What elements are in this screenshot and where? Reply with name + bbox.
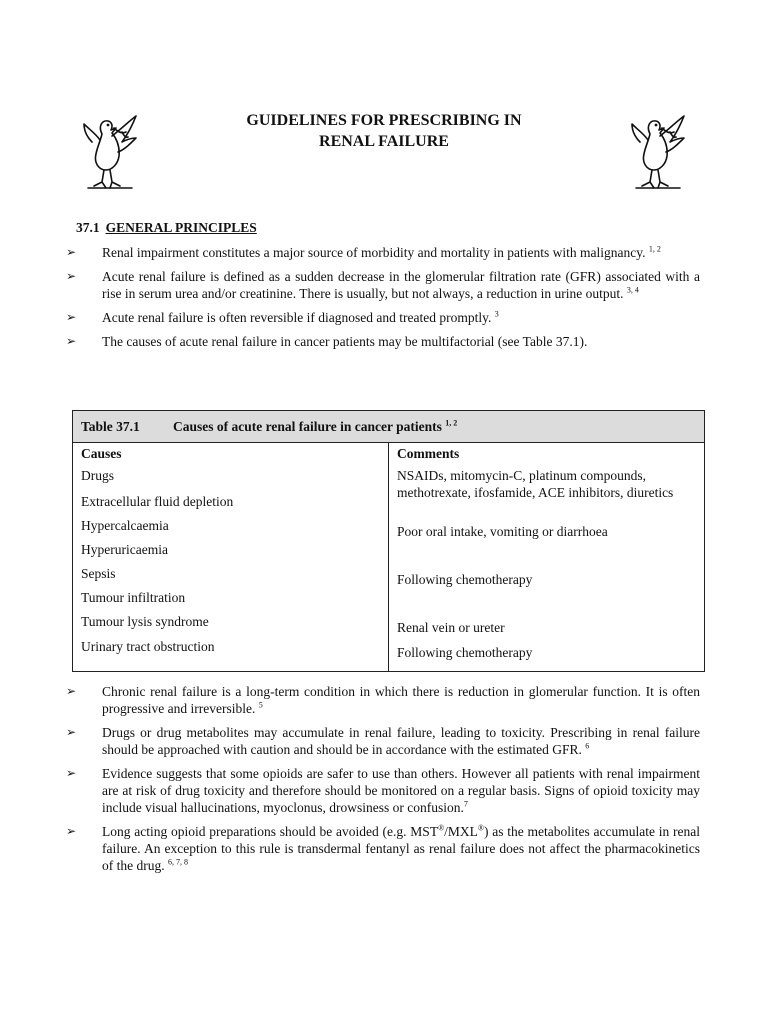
section-heading bbox=[76, 220, 257, 236]
table-cell: Tumour lysis syndrome bbox=[81, 614, 209, 629]
table-cell: Renal vein or ureter bbox=[397, 620, 505, 635]
list-item: ➢ Chronic renal failure is a long-term condition in which there is reduction in glomerular function. It is often progressive and irreversible. $^5$ bbox=[66, 684, 700, 716]
table-cell: Poor oral intake, vomiting or diarrhoea bbox=[397, 524, 608, 539]
section-number: 37.1 bbox=[76, 220, 100, 235]
list-item: ➢ Acute renal failure is defined as a sudden decrease in the glomerular filtration rate (GFR) associated with a rise in serum urea and/or creatinine. There is usually, but not always, a reduction in urine output. $^{3, 4}$ bbox=[66, 269, 700, 301]
table-cell: Hyperuricaemia bbox=[81, 542, 168, 557]
list-item: ➢ The causes of acute renal failure in cancer patients may be multifactorial (see Table 37.1). bbox=[66, 334, 588, 349]
table-number: Table 37.1 bbox=[81, 419, 140, 434]
bullet-arrow-icon: ➢ bbox=[66, 310, 77, 324]
table-cell: Extracellular fluid depletion bbox=[81, 494, 234, 509]
table-cell: Urinary tract obstruction bbox=[81, 639, 215, 654]
section-title: GENERAL PRINCIPLES bbox=[105, 220, 257, 235]
bullet-arrow-icon: ➢ bbox=[66, 245, 77, 259]
list-item: ➢ Renal impairment constitutes a major source of morbidity and mortality in patients with malignancy. $^{1, 2}$ bbox=[66, 244, 661, 260]
table-cell: NSAIDs, mitomycin-C, platinum compounds, methotrexate, ifosfamide, ACE inhibitors, diuretics bbox=[397, 468, 674, 500]
list-item: ➢ Acute renal failure is often reversible if diagnosed and treated promptly. $^3$ bbox=[66, 309, 499, 325]
list-item: ➢ Drugs or drug metabolites may accumulate in renal failure, leading to toxicity. Prescribing in renal failure should be approached with caution and should be in accordance with the estimated GFR. $^6$ bbox=[66, 725, 700, 757]
column-header-causes: Causes bbox=[81, 446, 122, 461]
document-title bbox=[0, 110, 768, 152]
table-cell: Tumour infiltration bbox=[81, 590, 186, 605]
bullet-arrow-icon: ➢ bbox=[66, 766, 77, 780]
bullet-arrow-icon: ➢ bbox=[66, 725, 77, 739]
causes-column bbox=[73, 443, 389, 671]
table-cell: Sepsis bbox=[81, 566, 116, 581]
comments-column bbox=[389, 443, 704, 671]
table-cell: Following chemotherapy bbox=[397, 645, 533, 660]
table-cell: Hypercalcaemia bbox=[81, 518, 169, 533]
list-item: ➢ Long acting opioid preparations should be avoided (e.g. MST®/MXL®) as the metabolites accumulate in renal failure. An exception to this rule is transdermal fentanyl as renal failure does not affect the pharmacokinetics of the drug. $^{6, 7, 8}$ bbox=[66, 823, 700, 873]
causes-table bbox=[72, 410, 705, 672]
list-item: ➢ Evidence suggests that some opioids are safer to use than others. However all patients with renal impairment are at risk of drug toxicity and therefore should be monitored on a regular basis. Signs of opioid toxicity may include visual hallucinations, myoclonus, drowsiness or confusion.$^7$ bbox=[66, 766, 700, 815]
bullet-list-top bbox=[66, 244, 700, 357]
bullet-arrow-icon: ➢ bbox=[66, 684, 77, 698]
table-cell: Following chemotherapy bbox=[397, 572, 533, 587]
bullet-arrow-icon: ➢ bbox=[66, 334, 77, 348]
title-line-1: GUIDELINES FOR PRESCRIBING IN bbox=[246, 112, 522, 129]
title-line-2: RENAL FAILURE bbox=[319, 133, 449, 150]
bullet-list-bottom bbox=[66, 683, 700, 881]
bullet-arrow-icon: ➢ bbox=[66, 269, 77, 283]
bullet-arrow-icon: ➢ bbox=[66, 824, 77, 838]
column-header-comments: Comments bbox=[397, 446, 460, 461]
table-caption-text: Causes of acute renal failure in cancer patients $^{1, 2}$ bbox=[173, 418, 458, 434]
table-cell: Drugs bbox=[81, 468, 114, 483]
table-caption bbox=[73, 411, 704, 443]
